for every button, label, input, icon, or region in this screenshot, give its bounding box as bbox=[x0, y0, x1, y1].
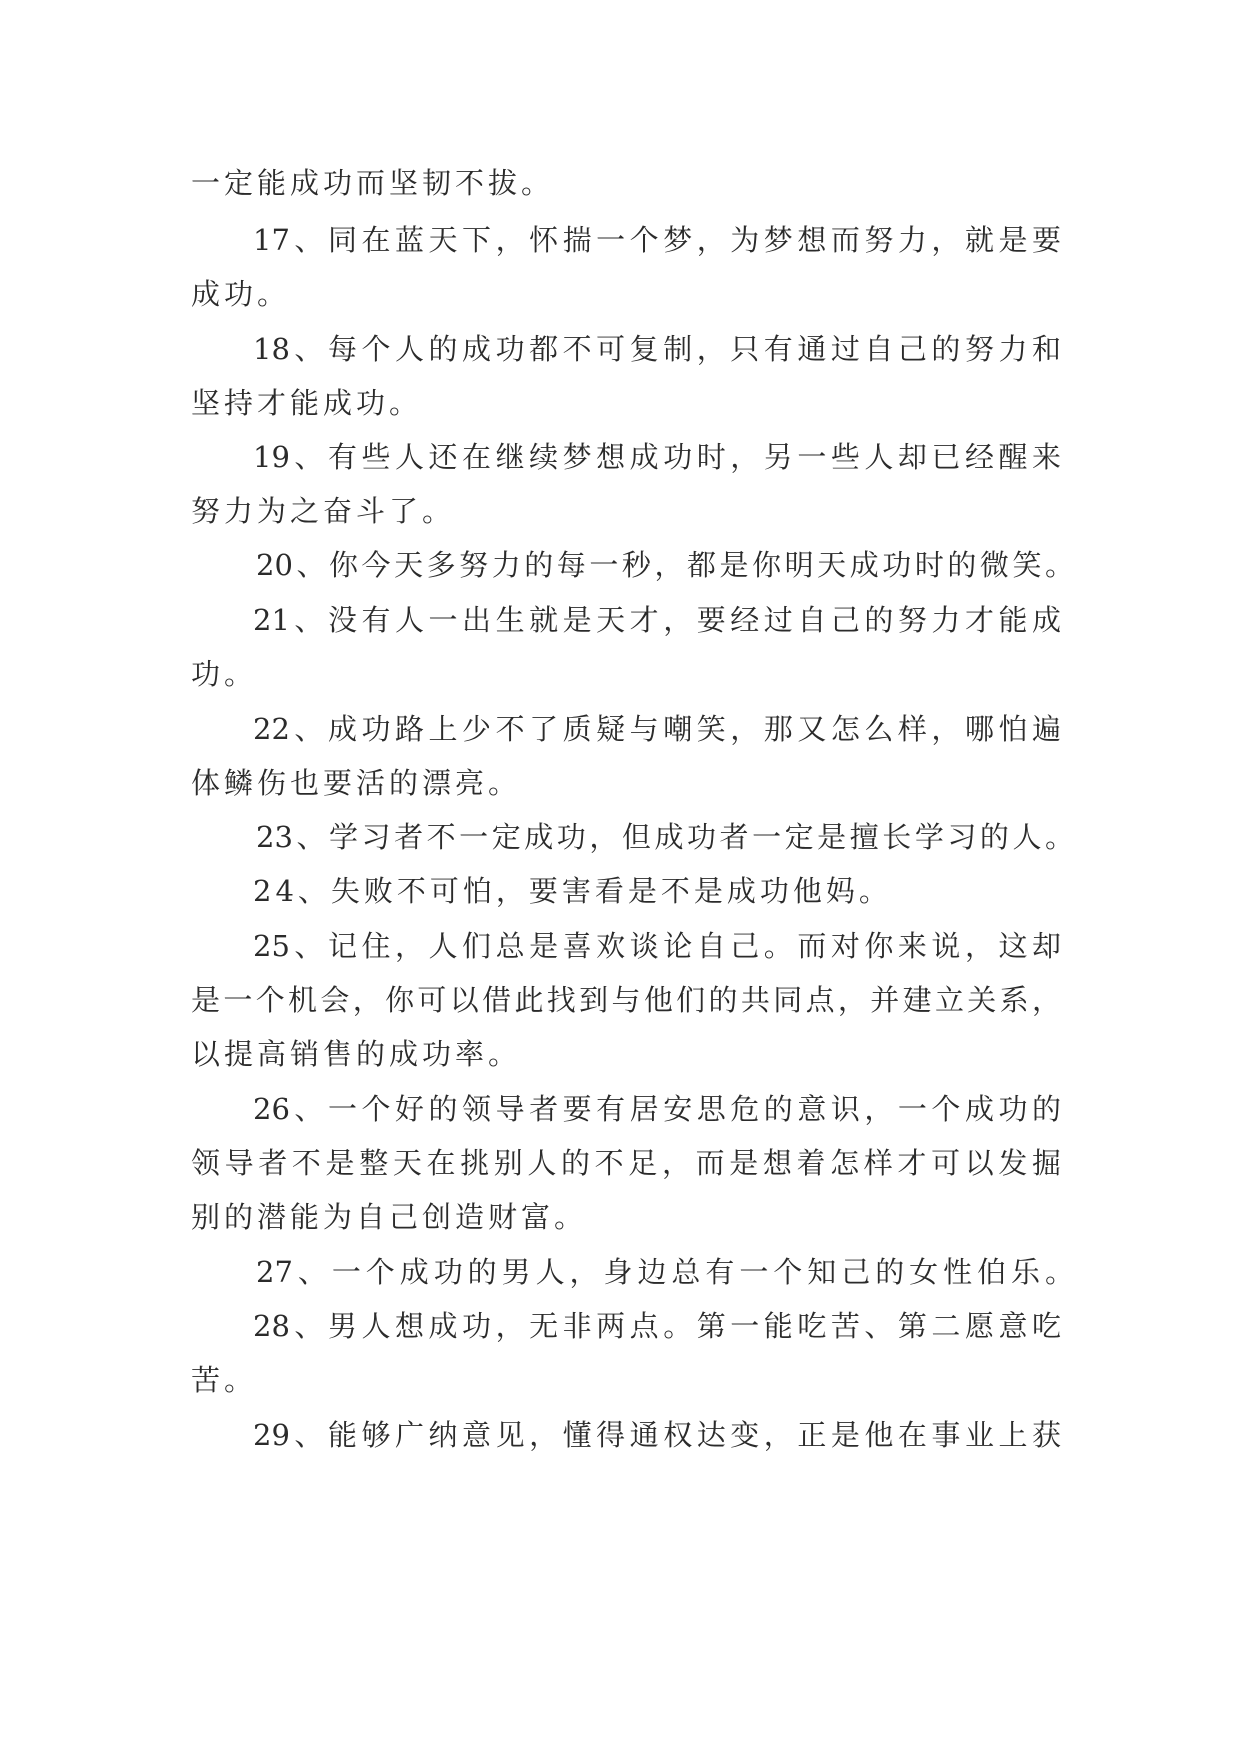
list-item-25-line-2: 是一个机会，你可以借此找到与他们的共同点，并建立关系， bbox=[191, 983, 1061, 1017]
list-item-19-line-2: 努力为之奋斗了。 bbox=[191, 494, 456, 528]
list-item-26-line-1: 26、一个好的领导者要有居安思危的意识，一个成功的 bbox=[253, 1092, 1061, 1126]
list-item-22-line-2: 体鳞伤也要活的漂亮。 bbox=[191, 766, 522, 800]
list-item-17-line-2: 成功。 bbox=[191, 277, 291, 311]
list-item-25-line-3: 以提高销售的成功率。 bbox=[191, 1037, 522, 1071]
text-line: 一定能成功而坚韧不拔。 bbox=[191, 166, 555, 200]
list-item-26-line-2: 领导者不是整天在挑别人的不足，而是想着怎样才可以发掘 bbox=[191, 1146, 1061, 1180]
list-item-22-line-1: 22、成功路上少不了质疑与嘲笑，那又怎么样，哪怕遍 bbox=[253, 712, 1061, 746]
list-item-25-line-1: 25、记住，人们总是喜欢谈论自己。而对你来说，这却 bbox=[253, 929, 1061, 963]
list-item-27: 27、一个成功的男人，身边总有一个知己的女性伯乐。 bbox=[256, 1255, 1074, 1289]
list-item-28-line-1: 28、男人想成功，无非两点。第一能吃苦、第二愿意吃 bbox=[253, 1309, 1061, 1343]
list-item-21-line-1: 21、没有人一出生就是天才，要经过自己的努力才能成 bbox=[253, 603, 1061, 637]
list-item-24: 24、失败不可怕，要害看是不是成功他妈。 bbox=[253, 874, 892, 908]
list-item-23: 23、学习者不一定成功，但成功者一定是擅长学习的人。 bbox=[256, 820, 1074, 854]
list-item-17-line-1: 17、同在蓝天下，怀揣一个梦，为梦想而努力，就是要 bbox=[253, 223, 1061, 257]
list-item-21-line-2: 功。 bbox=[191, 657, 258, 691]
list-item-19-line-1: 19、有些人还在继续梦想成功时，另一些人却已经醒来 bbox=[253, 440, 1061, 474]
list-item-18-line-1: 18、每个人的成功都不可复制，只有通过自己的努力和 bbox=[253, 332, 1061, 366]
list-item-20: 20、你今天多努力的每一秒，都是你明天成功时的微笑。 bbox=[256, 548, 1074, 582]
list-item-28-line-2: 苦。 bbox=[191, 1363, 258, 1397]
list-item-29-line-1: 29、能够广纳意见，懂得通权达变，正是他在事业上获 bbox=[253, 1418, 1061, 1452]
list-item-18-line-2: 坚持才能成功。 bbox=[191, 386, 423, 420]
list-item-26-line-3: 别的潜能为自己创造财富。 bbox=[191, 1200, 588, 1234]
